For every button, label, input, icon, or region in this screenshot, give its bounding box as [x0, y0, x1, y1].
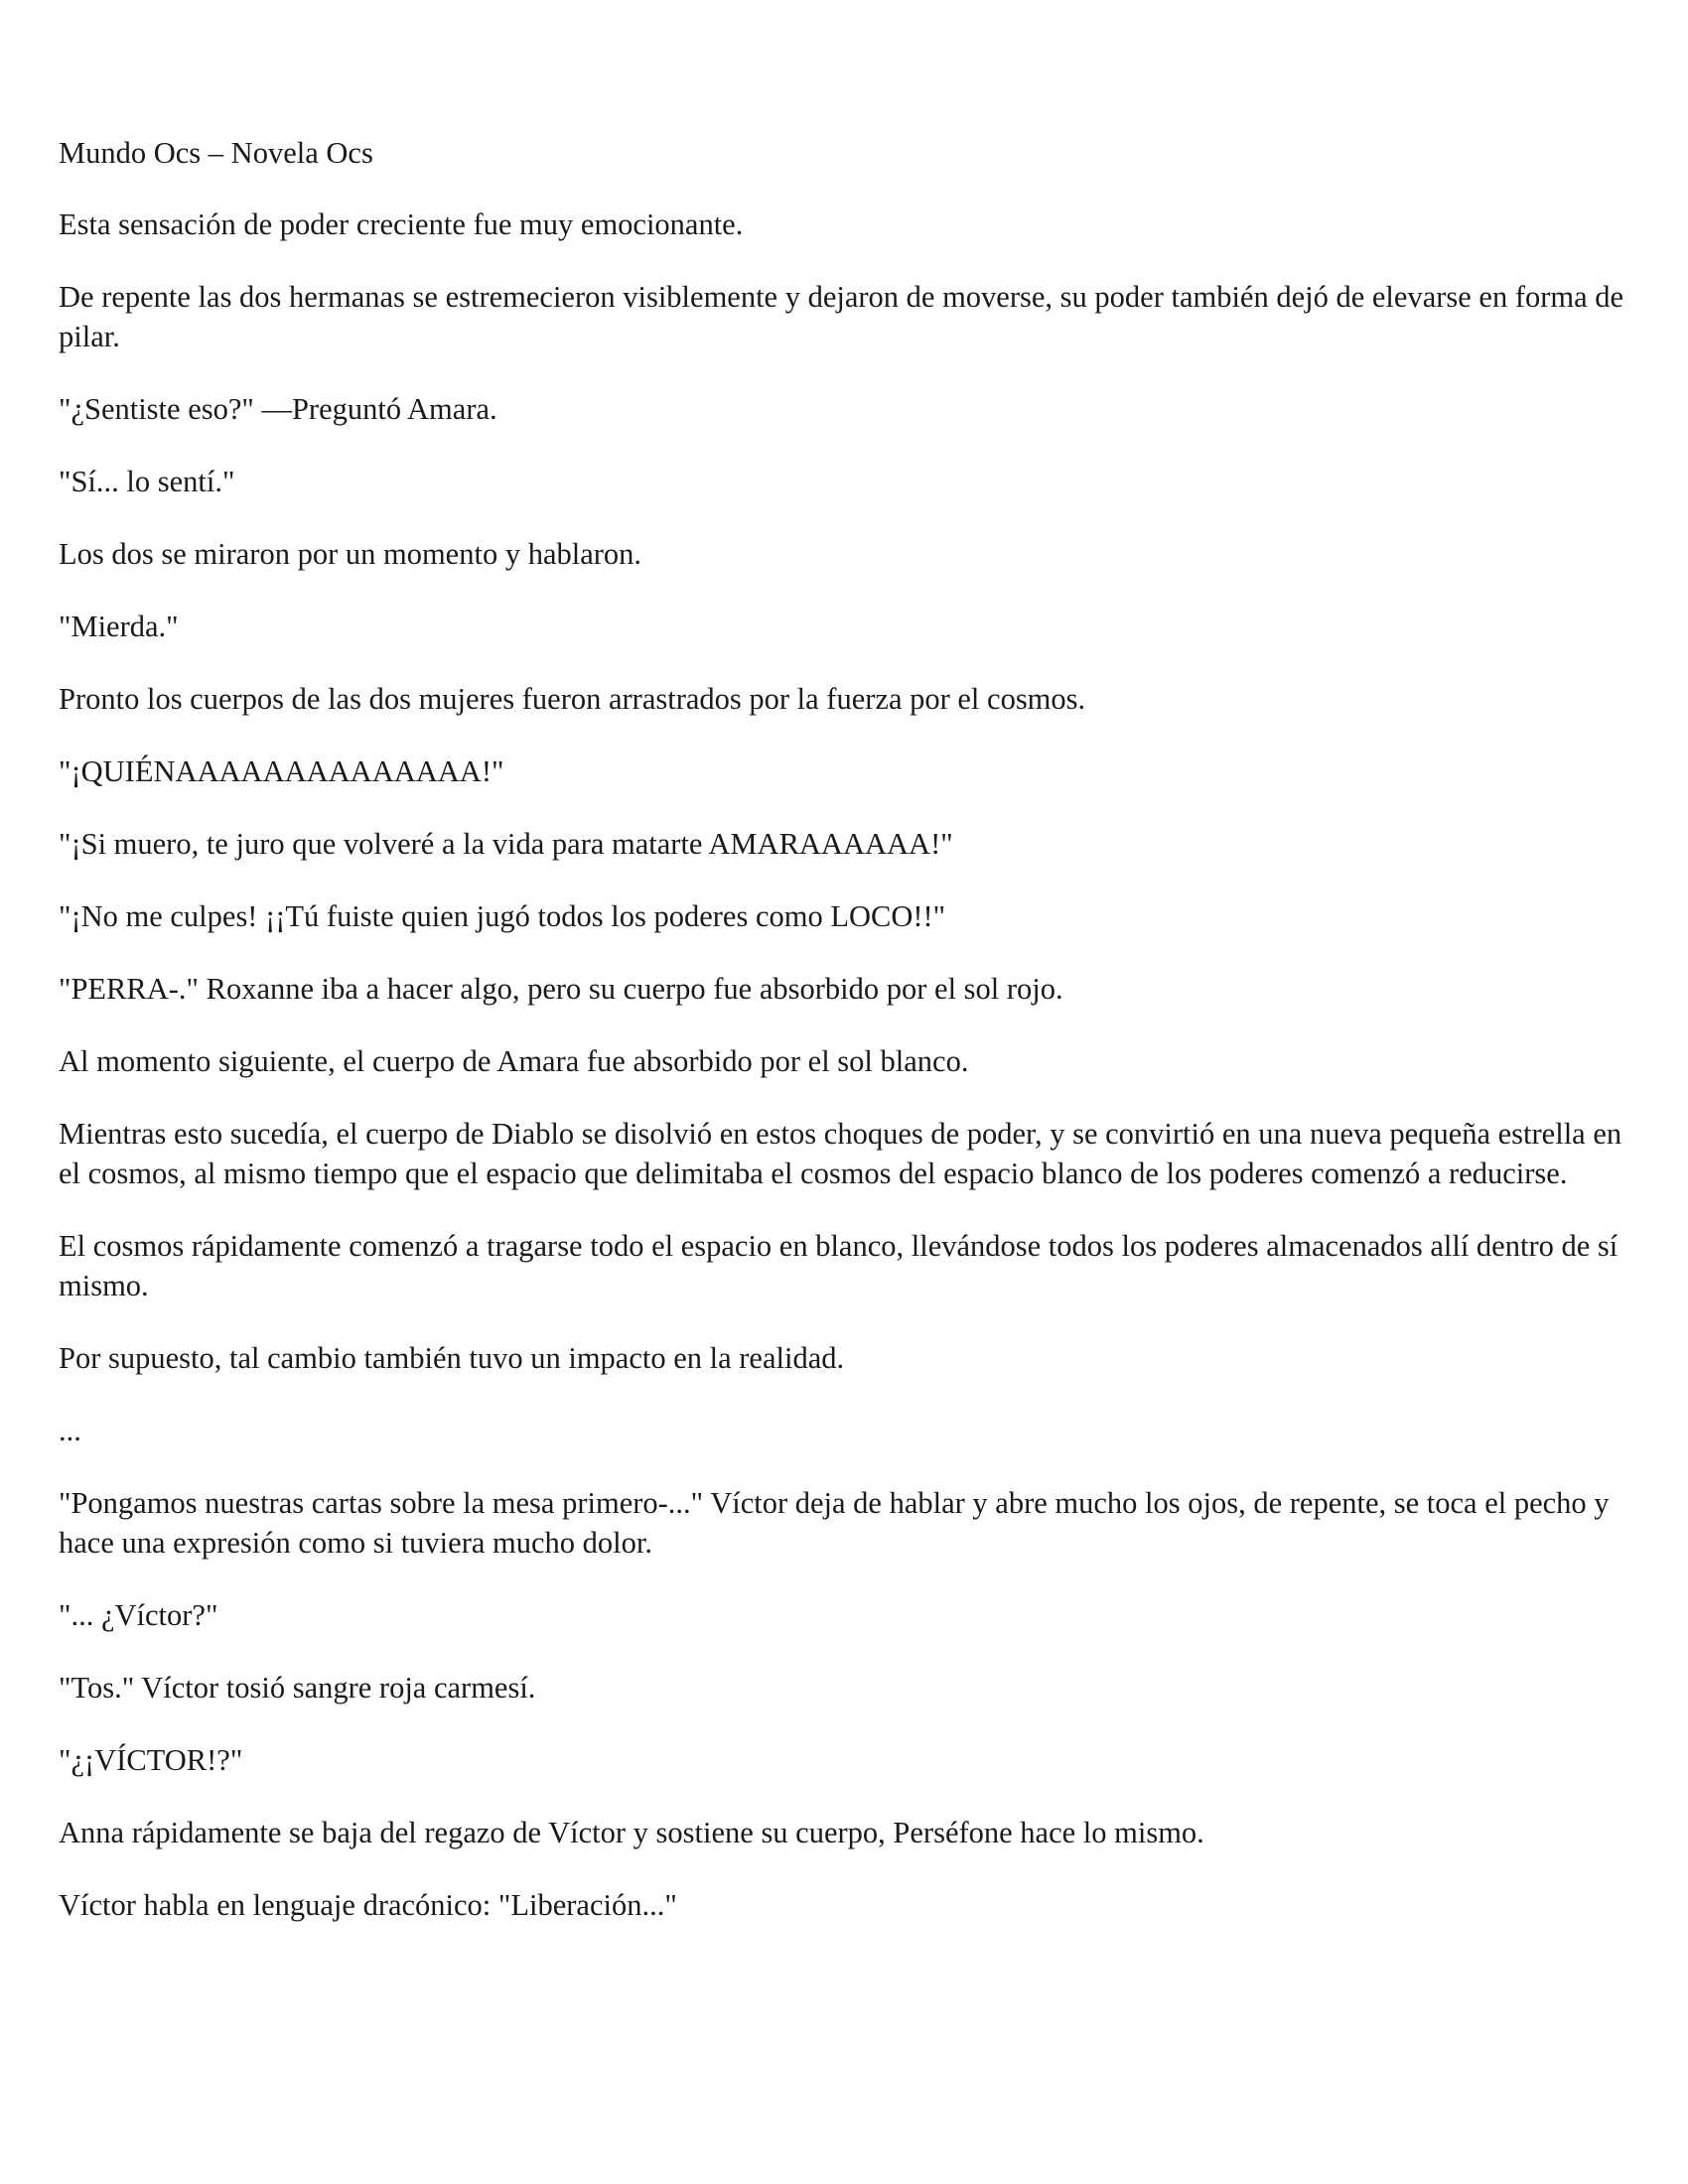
paragraph: De repente las dos hermanas se estremecieron visiblemente y dejaron de moverse, su poder también dejó de elevarse en forma de pilar.	[59, 280, 1624, 353]
document-header: Mundo Ocs – Novela Ocs	[59, 136, 373, 170]
paragraph: "¡No me culpes! ¡¡Tú fuiste quien jugó todos los poderes como LOCO!!"	[59, 899, 946, 933]
paragraph: El cosmos rápidamente comenzó a tragarse todo el espacio en blanco, llevándose todos los poderes almacenados allí dentro de sí mismo.	[59, 1229, 1618, 1302]
paragraph: Al momento siguiente, el cuerpo de Amara fue absorbido por el sol blanco.	[59, 1044, 969, 1078]
paragraph: Anna rápidamente se baja del regazo de Víctor y sostiene su cuerpo, Perséfone hace lo mismo.	[59, 1816, 1204, 1849]
paragraph: "¿¡VÍCTOR!?"	[59, 1743, 243, 1777]
paragraph: "PERRA-." Roxanne iba a hacer algo, pero su cuerpo fue absorbido por el sol rojo.	[59, 972, 1063, 1006]
paragraph: Esta sensación de poder creciente fue muy emocionante.	[59, 207, 744, 241]
paragraph: "Sí... lo sentí."	[59, 465, 235, 498]
paragraph: Los dos se miraron por un momento y hablaron.	[59, 537, 642, 571]
paragraph: "Mierda."	[59, 610, 179, 643]
paragraph: "... ¿Víctor?"	[59, 1598, 218, 1632]
paragraph: Víctor habla en lenguaje dracónico: "Liberación..."	[59, 1888, 677, 1922]
paragraph: "¡QUIÉNAAAAAAAAAAAAAA!"	[59, 754, 504, 788]
paragraph: "¿Sentiste eso?" —Preguntó Amara.	[59, 392, 497, 426]
paragraph: Mientras esto sucedía, el cuerpo de Diablo se disolvió en estos choques de poder, y se convirtió en una nueva pequeña estrella en el cosmos, al mismo tiempo que el espacio que delimitaba el cosmos del espacio blanco de los poderes comenzó a reducirse.	[59, 1117, 1622, 1190]
paragraph: "Tos." Víctor tosió sangre roja carmesí.	[59, 1671, 536, 1705]
paragraph: Por supuesto, tal cambio también tuvo un impacto en la realidad.	[59, 1341, 845, 1375]
ellipsis-separator: ...	[59, 1414, 81, 1447]
paragraph: "Pongamos nuestras cartas sobre la mesa primero-..." Víctor deja de hablar y abre mucho los ojos, de repente, se toca el pecho y hace una expresión como si tuviera mucho dolor.	[59, 1486, 1610, 1560]
document-body	[59, 133, 1637, 1958]
paragraph: Pronto los cuerpos de las dos mujeres fueron arrastrados por la fuerza por el cosmos.	[59, 682, 1086, 716]
paragraph: "¡Si muero, te juro que volveré a la vida para matarte AMARAAAAAA!"	[59, 827, 953, 861]
